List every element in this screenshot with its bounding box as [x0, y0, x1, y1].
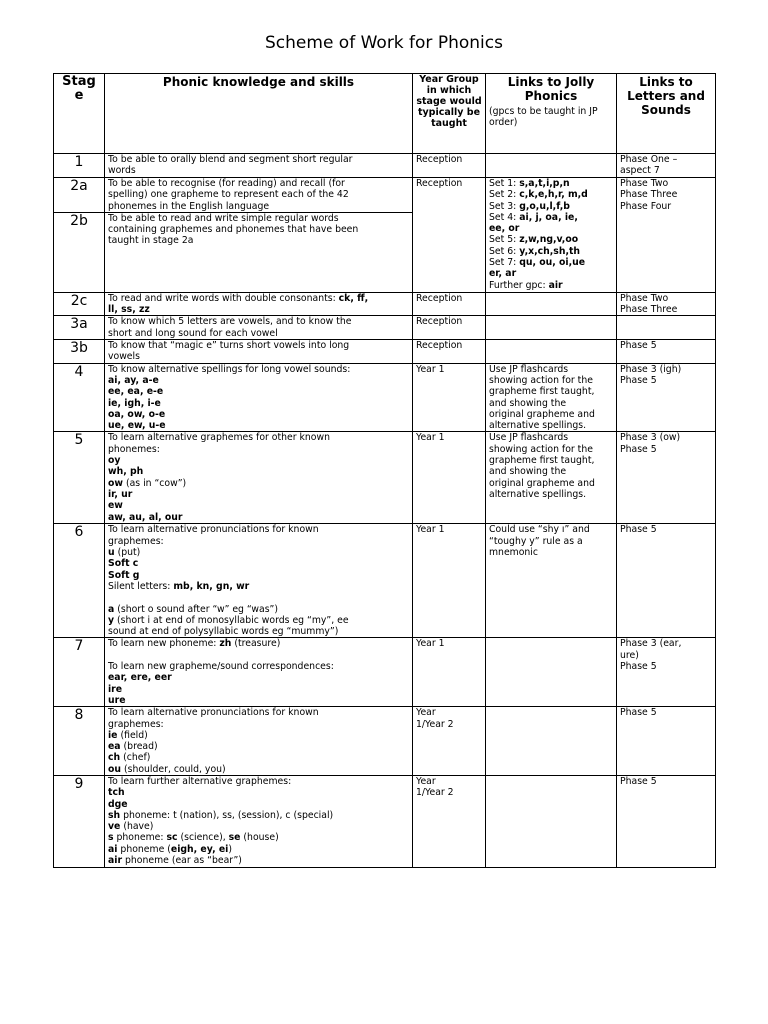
example-text: (bread)	[120, 741, 158, 753]
set-letters: ee, or	[489, 223, 520, 235]
jolly-set-6	[489, 246, 613, 257]
text-line: graphemes:	[108, 535, 164, 547]
text-line: alternative spellings.	[489, 420, 587, 432]
text-line: and showing the	[489, 397, 567, 409]
text-line: mnemonic	[489, 547, 538, 559]
jolly-set-3	[489, 201, 613, 212]
set-label: Set 5:	[489, 234, 520, 246]
year-cell: Year 1	[413, 363, 486, 432]
text-line: Phase 5	[620, 340, 657, 352]
table-row	[54, 363, 716, 432]
text-line	[108, 741, 409, 752]
letters-cell	[617, 707, 716, 776]
set-label: Set 1:	[489, 178, 520, 189]
jolly-cell	[486, 707, 617, 776]
text-line: Phase 5	[620, 707, 657, 719]
stage-number: 3b	[54, 340, 105, 364]
text-line	[108, 581, 409, 592]
text-line: Phase 5	[620, 443, 657, 455]
header-letters-sounds: Links to Letters and Sounds	[617, 74, 716, 154]
letters-cell	[617, 154, 716, 178]
year-cell: Year 1	[413, 638, 486, 707]
grapheme-list: sc	[166, 832, 178, 844]
text-line	[108, 478, 409, 489]
table-row	[54, 316, 716, 340]
grapheme-list: ea	[108, 741, 121, 753]
stage-number: 9	[54, 775, 105, 867]
text-line: Phase 5	[620, 524, 657, 536]
grapheme-list: ch	[108, 752, 121, 764]
phonics-table	[53, 73, 716, 868]
header-year-group: Year Group in which stage would typically be taught	[413, 74, 486, 154]
table-row	[54, 524, 716, 638]
text-line: To know which 5 letters are vowels, and to know the	[108, 316, 352, 328]
jolly-cell	[486, 292, 617, 316]
skills-cell	[105, 432, 413, 524]
table-row	[54, 432, 716, 524]
text-line: words	[108, 165, 136, 177]
skills-cell	[105, 178, 413, 213]
blank-line	[108, 650, 409, 661]
grapheme-list: mb, kn, gn, wr	[173, 580, 250, 592]
table-row	[54, 154, 716, 178]
jolly-further-gpc	[489, 280, 613, 291]
header-jolly-title: Links to Jolly Phonics	[507, 75, 595, 103]
grapheme-list: se	[228, 832, 241, 844]
letters-cell	[617, 316, 716, 340]
text-line	[108, 821, 409, 832]
text-line: short and long sound for each vowel	[108, 327, 278, 339]
year-cell: Reception	[413, 316, 486, 340]
jolly-cell	[486, 432, 617, 524]
grapheme-list: tch	[108, 787, 125, 799]
letters-cell	[617, 638, 716, 707]
text-line: phonemes in the English language	[108, 200, 270, 212]
table-row	[54, 178, 716, 213]
year-cell: Reception	[413, 340, 486, 364]
text-line: aspect 7	[620, 165, 660, 177]
text-line: 1/Year 2	[416, 787, 454, 799]
grapheme-list: u	[108, 547, 115, 559]
example-text: (science),	[177, 832, 229, 844]
blank-line	[108, 592, 409, 603]
jolly-set-7-cont	[489, 268, 613, 279]
text-line: alternative spellings.	[489, 488, 587, 500]
text-line: Use JP flashcards	[489, 432, 569, 444]
text-line: taught in stage 2a	[108, 235, 194, 247]
grapheme-list: ai, ay, a-e	[108, 374, 159, 386]
set-label: Set 7:	[489, 257, 520, 269]
jolly-set-7	[489, 257, 613, 268]
letters-cell	[617, 775, 716, 867]
text-line	[108, 604, 409, 615]
grapheme-list: ir, ur	[108, 488, 133, 500]
text-line: and showing the	[489, 466, 567, 478]
text-line: phonemes:	[108, 443, 160, 455]
text-line: spelling) one grapheme to represent each of the 42	[108, 189, 349, 201]
text-line: original grapheme and	[489, 408, 595, 420]
grapheme-list: oy	[108, 455, 121, 467]
set-letters: g,o,u,l,f,b	[519, 200, 570, 212]
jolly-cell	[486, 178, 617, 293]
text-line: Year	[416, 775, 436, 787]
text-line	[108, 293, 409, 304]
set-letters: c,k,e,h,r, m,d	[519, 189, 588, 201]
stage-number: 2a	[54, 178, 105, 213]
page-title: Scheme of Work for Phonics	[265, 33, 503, 53]
year-cell: Year 1	[413, 432, 486, 524]
text-line: To learn new grapheme/sound correspondences:	[108, 661, 334, 673]
text-line: sound at end of polysyllabic words eg “mummy”)	[108, 626, 339, 638]
grapheme-list: s	[108, 832, 114, 844]
year-cell: Year 1	[413, 524, 486, 638]
skills-cell	[105, 524, 413, 638]
example-text: )	[228, 843, 232, 855]
grapheme-list: ie, igh, i-e	[108, 397, 161, 409]
grapheme-list: aw, au, al, our	[108, 511, 183, 523]
example-text: (short i at end of monosyllabic words eg “my”, ee	[114, 614, 349, 626]
example-text: (chef)	[120, 752, 151, 764]
grapheme-list: ue, ew, u-e	[108, 420, 166, 432]
text-line: Phase Four	[620, 200, 672, 212]
grapheme-list: ee, ea, e-e	[108, 386, 164, 398]
set-letters: qu, ou, oi,ue	[519, 257, 586, 269]
set-letters: air	[548, 279, 563, 291]
set-letters: s,a,t,i,p,n	[519, 178, 570, 189]
text-line: grapheme first taught,	[489, 455, 595, 467]
text-line	[108, 547, 409, 558]
skills-cell	[105, 707, 413, 776]
grapheme-list: ure	[108, 694, 126, 706]
example-text: phoneme: t (nation), ss, (session), c (special)	[120, 809, 334, 821]
example-text: phoneme (	[117, 843, 171, 855]
text-line: To learn alternative graphemes for other known	[108, 432, 330, 444]
grapheme-list: ire	[108, 683, 123, 695]
grapheme-list: ear, ere, eer	[108, 672, 172, 684]
jolly-set-1	[489, 178, 613, 189]
table-row	[54, 638, 716, 707]
stage-number: 8	[54, 707, 105, 776]
text-line: To be able to orally blend and segment short regular	[108, 154, 353, 165]
text-line: Use JP flashcards	[489, 363, 569, 375]
text-line	[108, 304, 409, 315]
example-text: (as in “cow”)	[122, 477, 187, 489]
text-line: containing graphemes and phonemes that have been	[108, 224, 359, 236]
jolly-set-4-cont	[489, 223, 613, 234]
letters-cell	[617, 178, 716, 293]
grapheme-list: ck, ff,	[338, 292, 369, 304]
text-line	[108, 730, 409, 741]
set-label: Set 3:	[489, 200, 520, 212]
set-label: Set 4:	[489, 211, 520, 223]
header-jolly-subtitle: (gpcs to be taught in JP order)	[489, 106, 598, 129]
table-row	[54, 775, 716, 867]
text-line	[108, 855, 409, 866]
year-cell: Reception	[413, 154, 486, 178]
text-line: showing action for the	[489, 374, 593, 386]
text-line	[108, 844, 409, 855]
grapheme-list: ou	[108, 763, 122, 775]
text-line: To know that “magic e” turns short vowels into long	[108, 340, 350, 352]
grapheme-list: ew	[108, 500, 123, 512]
text-line: Could use “shy ı” and	[489, 524, 590, 536]
grapheme-list: air	[108, 855, 123, 867]
skills-cell	[105, 154, 413, 178]
grapheme-list: y	[108, 614, 115, 626]
text-line: To be able to recognise (for reading) and recall (for	[108, 178, 345, 189]
year-cell	[413, 775, 486, 867]
text-line: grapheme first taught,	[489, 386, 595, 398]
grapheme-list: ll, ss, zz	[108, 304, 150, 316]
letters-cell	[617, 432, 716, 524]
jolly-cell	[486, 638, 617, 707]
grapheme-list: Soft c	[108, 558, 139, 570]
stage-number: 4	[54, 363, 105, 432]
skills-cell	[105, 363, 413, 432]
stage-number: 3a	[54, 316, 105, 340]
text-line	[108, 810, 409, 821]
jolly-cell	[486, 363, 617, 432]
stage-number: 5	[54, 432, 105, 524]
stage-number: 6	[54, 524, 105, 638]
text-line	[108, 638, 409, 649]
text-line: To learn further alternative graphemes:	[108, 775, 292, 787]
stage-number: 2b	[54, 212, 105, 292]
set-letters: z,w,ng,v,oo	[519, 234, 579, 246]
text-line: original grapheme and	[489, 477, 595, 489]
jolly-cell	[486, 524, 617, 638]
set-letters: er, ar	[489, 268, 517, 280]
year-cell: Reception	[413, 178, 486, 293]
example-text: phoneme:	[113, 832, 167, 844]
grapheme-list: a	[108, 603, 115, 615]
jolly-set-5	[489, 234, 613, 245]
text-line: Phase 5	[620, 775, 657, 787]
skills-cell	[105, 316, 413, 340]
text-line	[108, 764, 409, 775]
stage-number: 1	[54, 154, 105, 178]
letters-cell	[617, 363, 716, 432]
skills-text: To read and write words with double consonants:	[108, 292, 339, 304]
text-line: Phase 3 (ow)	[620, 432, 681, 444]
header-stage: Stag e	[54, 74, 105, 154]
text-line: Phase 5	[620, 661, 657, 673]
year-cell: Reception	[413, 292, 486, 316]
example-text: (field)	[117, 729, 148, 741]
jolly-cell	[486, 154, 617, 178]
text-line: Phase Two	[620, 178, 669, 189]
table-row	[54, 707, 716, 776]
grapheme-list: ai	[108, 843, 118, 855]
grapheme-list: eigh, ey, ei	[170, 843, 229, 855]
skills-cell	[105, 212, 413, 292]
header-row	[54, 74, 716, 154]
text-line: vowels	[108, 351, 140, 363]
text-line: Phase 5	[620, 374, 657, 386]
text-line: graphemes:	[108, 718, 164, 730]
example-text: phoneme (ear as “bear”)	[122, 855, 242, 867]
text-line: To learn alternative pronunciations for known	[108, 707, 319, 719]
jolly-set-4	[489, 212, 613, 223]
example-text: (treasure)	[231, 638, 281, 650]
text-line: ure)	[620, 649, 639, 661]
grapheme-list: zh	[219, 638, 232, 650]
text-line: Year	[416, 707, 436, 719]
set-letters: ai, j, oa, ie,	[519, 211, 578, 223]
jolly-cell	[486, 316, 617, 340]
text-line: Phase Two	[620, 292, 669, 304]
text-line: Phase 3 (ear,	[620, 638, 682, 650]
example-text: (shoulder, could, you)	[121, 763, 226, 775]
example-text: (have)	[120, 821, 154, 833]
text-line: To learn alternative pronunciations for known	[108, 524, 319, 536]
header-jolly-phonics	[486, 74, 617, 154]
grapheme-list: ow	[108, 477, 123, 489]
set-label: Further gpc:	[489, 279, 549, 291]
jolly-cell	[486, 340, 617, 364]
example-text: (short o sound after “w” eg “was”)	[114, 603, 278, 615]
jolly-cell	[486, 775, 617, 867]
text-line: Phase One –	[620, 154, 678, 165]
text-line	[108, 615, 409, 626]
text-line	[108, 832, 409, 843]
text-line	[108, 752, 409, 763]
text-line: 1/Year 2	[416, 718, 454, 730]
text-line: Phase 3 (igh)	[620, 363, 682, 375]
skills-cell	[105, 340, 413, 364]
skills-cell	[105, 775, 413, 867]
text-line: “toughy y” rule as a	[489, 535, 583, 547]
stage-number: 2c	[54, 292, 105, 316]
grapheme-list: oa, ow, o-e	[108, 408, 166, 420]
grapheme-list: sh	[108, 809, 121, 821]
grapheme-list: ve	[108, 821, 121, 833]
jolly-set-2	[489, 189, 613, 200]
set-label: Set 6:	[489, 245, 520, 257]
example-text: (put)	[114, 547, 141, 559]
skills-cell	[105, 292, 413, 316]
set-label: Set 2:	[489, 189, 520, 201]
year-cell	[413, 707, 486, 776]
letters-cell	[617, 524, 716, 638]
grapheme-list: wh, ph	[108, 466, 144, 478]
skills-cell	[105, 638, 413, 707]
skills-text: Silent letters:	[108, 580, 174, 592]
text-line: To be able to read and write simple regular words	[108, 212, 339, 224]
header-phonic-knowledge: Phonic knowledge and skills	[105, 74, 413, 154]
skills-text: To learn new phoneme:	[108, 638, 220, 650]
set-letters: y,x,ch,sh,th	[519, 245, 581, 257]
grapheme-list: ie	[108, 729, 118, 741]
text-line: Phase Three	[620, 304, 678, 316]
table-row	[54, 340, 716, 364]
stage-number: 7	[54, 638, 105, 707]
example-text: (house)	[240, 832, 279, 844]
grapheme-list: Soft g	[108, 569, 140, 581]
table-row	[54, 292, 716, 316]
text-line: To know alternative spellings for long vowel sounds:	[108, 363, 351, 375]
letters-cell	[617, 292, 716, 316]
text-line: Phase Three	[620, 189, 678, 201]
grapheme-list: dge	[108, 798, 128, 810]
text-line: showing action for the	[489, 443, 593, 455]
letters-cell	[617, 340, 716, 364]
